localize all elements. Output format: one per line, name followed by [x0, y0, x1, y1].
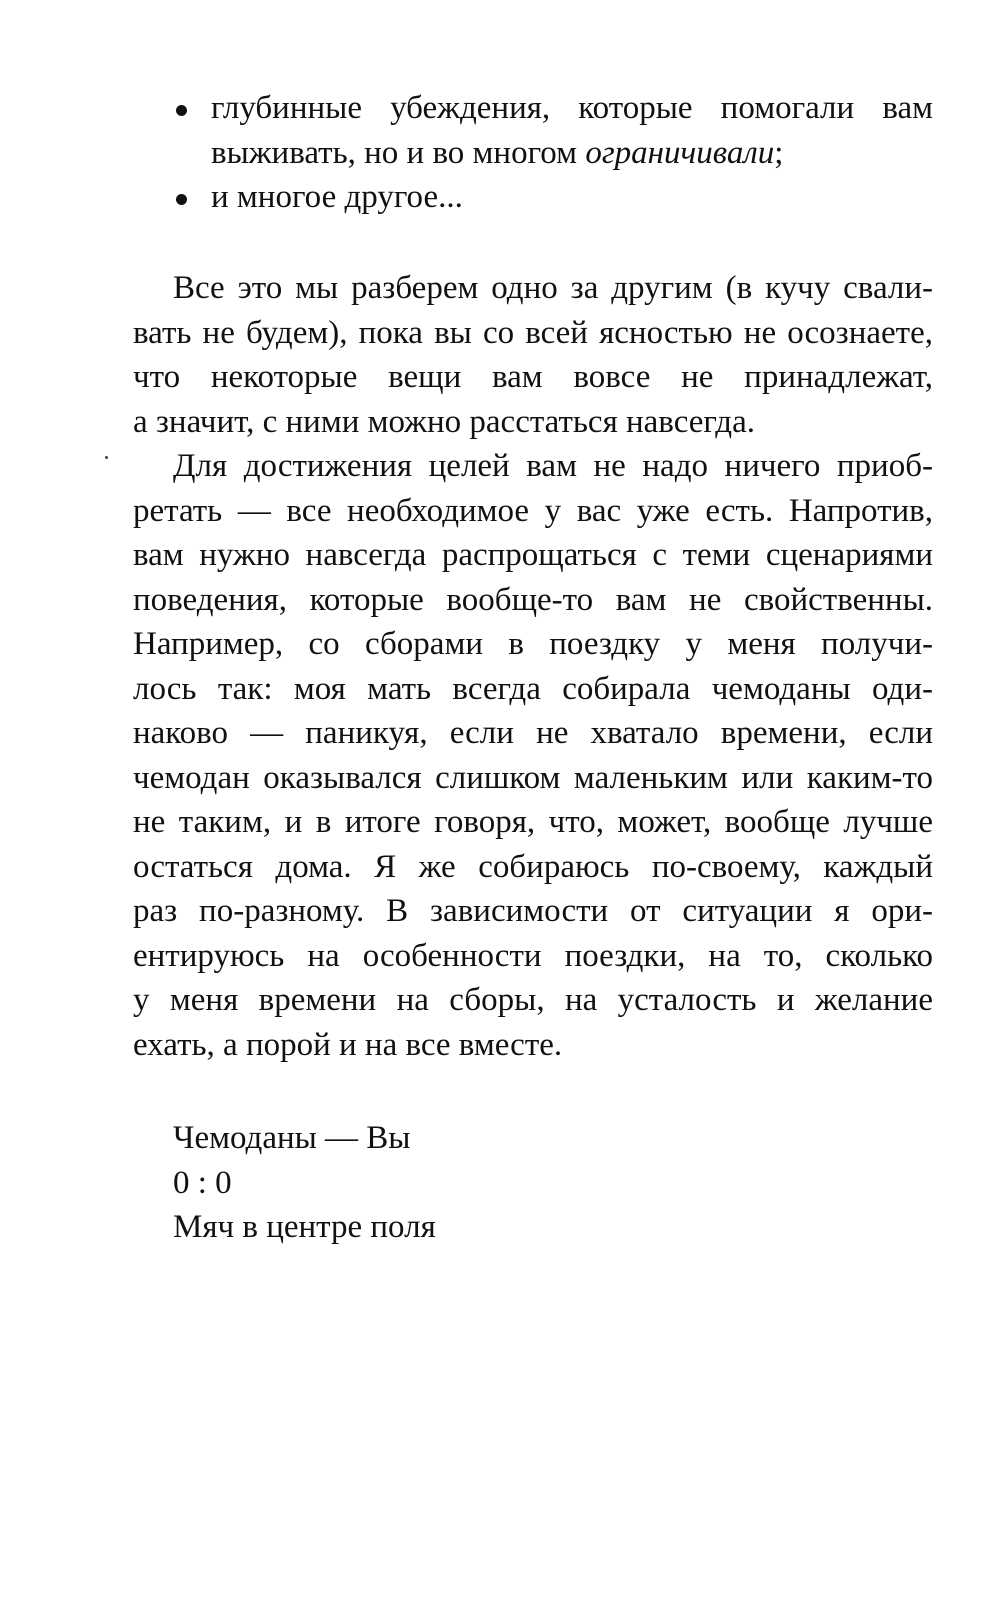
text-line: вам нужно навсегда распрощаться с теми сценариями [133, 537, 933, 573]
bullet-line: глубинные убеждения, которые помогали вам [211, 90, 933, 126]
margin-speck [105, 456, 108, 459]
text-line: а значит, с ними можно расстаться навсегда. [133, 403, 755, 440]
score-status: Мяч в центре поля [173, 1209, 436, 1245]
score-block [173, 1116, 436, 1250]
bullet-italic-text: ограничивали [585, 134, 775, 171]
bullet-line [211, 131, 933, 176]
bullet-list [133, 86, 933, 220]
text-line: раз по-разному. В зависимости от ситуации я ори- [133, 893, 933, 929]
text-line: вать не будем), пока вы со всей ясностью не осознаете, [133, 314, 933, 351]
text-line: Для достижения целей вам не надо ничего приоб- [173, 448, 933, 484]
text-line: ехать, а порой и на все вместе. [133, 1026, 563, 1063]
text-line: чемодан оказывался слишком маленьким или каким-то [133, 759, 933, 796]
text-line: Все это мы разберем одно за другим (в кучу свали- [173, 270, 933, 306]
bullet-dot-icon [176, 194, 187, 205]
bullet-item [133, 175, 933, 220]
bullet-item [133, 86, 933, 175]
score-teams: Чемоданы — Вы [173, 1120, 411, 1156]
body-text [133, 266, 933, 1067]
text-line: остаться дома. Я же собираюсь по-своему, каждый [133, 848, 933, 885]
bullet-dot-icon [176, 105, 187, 116]
text-line: Например, со сборами в поездку у меня получи- [133, 626, 933, 662]
text-line: поведения, которые вообще-то вам не свойственны. [133, 581, 933, 618]
score-result: 0 : 0 [173, 1164, 232, 1201]
paragraph-2 [133, 444, 933, 1067]
bullet-text: ; [774, 134, 784, 171]
text-line: наково — паникуя, если не хватало времени, если [133, 715, 933, 751]
text-line: ентируюсь на особенности поездки, на то, сколько [133, 937, 933, 974]
text-line: ретать — все необходимое у вас уже есть. Напротив, [133, 492, 933, 529]
text-line: не таким, и в итоге говоря, что, может, вообще лучше [133, 804, 933, 840]
paragraph-1 [133, 266, 933, 444]
bullet-line: и многое другое... [211, 179, 463, 215]
text-line: что некоторые вещи вам вовсе не принадлежат, [133, 359, 933, 395]
text-line: у меня времени на сборы, на усталость и желание [133, 982, 933, 1018]
text-line: лось так: моя мать всегда собирала чемоданы оди- [133, 670, 933, 707]
bullet-text: выживать, но и во многом [211, 134, 586, 171]
